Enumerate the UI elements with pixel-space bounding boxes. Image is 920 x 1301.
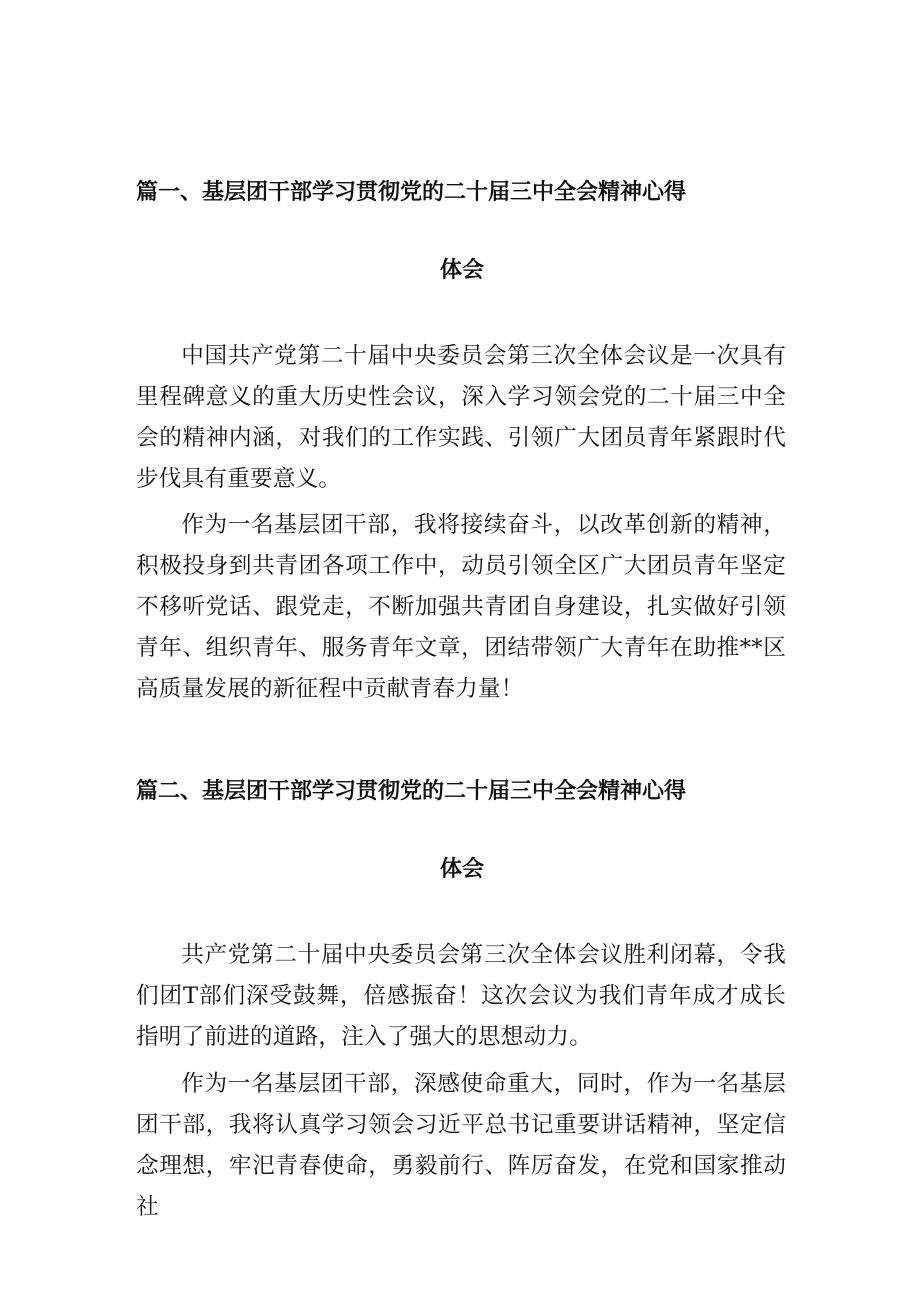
section-1-title-line2: 体会 [440,258,485,283]
section-2-heading [0,777,920,885]
section-1-paragraph-2: 作为一名基层团干部，我将接续奋斗，以改革创新的精神，积极投身到共青团各项工作中，动员引领全区广大团员青年坚定不移听党话、跟党走，不断加强共青团自身建设，扎实做好引领青年、组织青年、服务青年文章，团结带领广大青年在助推**区高质量发展的新征程中贡献青春力量！ [136,512,786,702]
section-2-title-line2: 体会 [440,857,485,882]
section-2-paragraph-2: 作为一名基层团干部，深感使命重大，同时，作为一名基层团干部，我将认真学习领会习近平总书记重要讲话精神，坚定信念理想，牢汜青春使命，勇毅前行、阵厉奋发，在党和国家推动社 [136,1071,786,1220]
section-2-paragraph-1: 共产党第二十届中央委员会第三次全体会议胜利闭幕，令我们团T部们深受鼓舞，倍感振奋！这次会议为我们青年成才成长指明了前进的道路，注入了强大的思想动力。 [136,942,786,1050]
section-1-paragraph-1: 中国共产党第二十届中央委员会第三次全体会议是一次具有里程碑意义的重大历史性会议，深入学习领会党的二十届三中全会的精神内涵，对我们的工作实践、引领广大团员青年紧跟时代步伐具有重要意义。 [136,343,786,492]
section-1-heading [0,178,920,286]
section-1-title-line1: 篇一、基层团干部学习贯彻党的二十届三中全会精神心得 [136,180,687,205]
section-2-title-line1: 篇二、基层团干部学习贯彻党的二十届三中全会精神心得 [136,779,687,804]
